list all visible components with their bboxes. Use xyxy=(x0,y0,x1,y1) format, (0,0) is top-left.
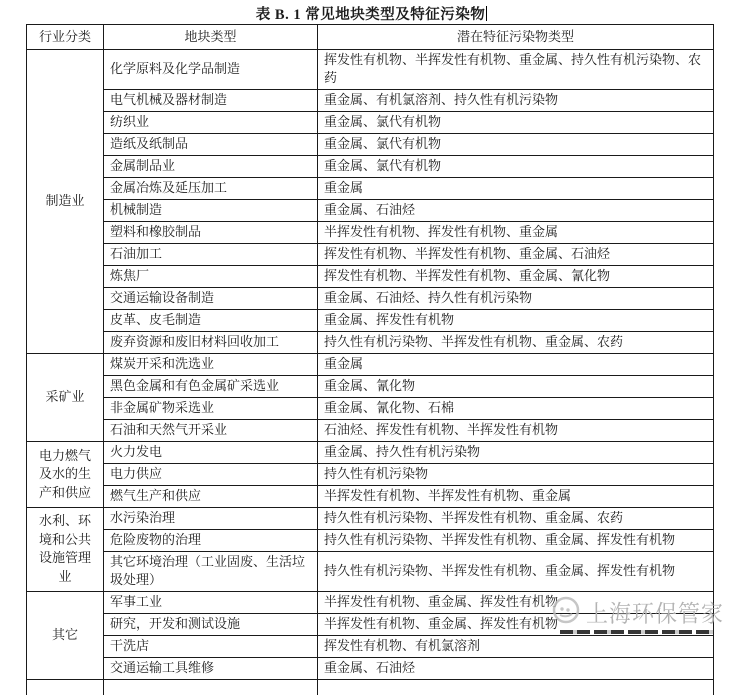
pollutant-cell: 挥发性有机物、有机氯溶剂 xyxy=(318,635,714,657)
table-row xyxy=(27,591,714,613)
table-row xyxy=(27,221,714,243)
table-row xyxy=(27,507,714,529)
pollutant-cell: 挥发性有机物、半挥发性有机物、重金属、石油烃 xyxy=(318,243,714,265)
site-type-cell: 机械制造 xyxy=(104,199,318,221)
industry-cell: 水利、环 境和公共 设施管理 业 xyxy=(27,507,104,591)
site-type-cell: 危险废物的治理 xyxy=(104,529,318,551)
pollutant-cell: 重金属、氰化物 xyxy=(318,375,714,397)
pollutant-cell: 石油烃、挥发性有机物、半挥发性有机物 xyxy=(318,419,714,441)
site-type-cell: 黑色金属和有色金属矿采选业 xyxy=(104,375,318,397)
industry-cell: 制造业 xyxy=(27,50,104,354)
table-row xyxy=(27,657,714,679)
text-cursor xyxy=(486,6,487,21)
site-type-cell: 研究，开发和测试设施 xyxy=(104,613,318,635)
pollutant-cell: 重金属、石油烃 xyxy=(318,199,714,221)
table-row xyxy=(27,199,714,221)
pollutant-cell: 重金属、石油烃、持久性有机污染物 xyxy=(318,287,714,309)
site-type-cell: 交通运输工具维修 xyxy=(104,657,318,679)
pollutant-cell: 重金属、持久性有机污染物 xyxy=(318,441,714,463)
pollutant-cell: 半挥发性有机物、挥发性有机物、重金属 xyxy=(318,221,714,243)
table-row xyxy=(27,50,714,90)
table-body xyxy=(27,50,714,695)
pollutant-cell: 重金属、挥发性有机物 xyxy=(318,309,714,331)
pollutant-cell: 持久性有机污染物 xyxy=(318,463,714,485)
pollutant-cell: 持久性有机污染物、半挥发性有机物、重金属、挥发性有机物 xyxy=(318,529,714,551)
pollutant-cell: 重金属、有机氯溶剂、持久性有机污染物 xyxy=(318,89,714,111)
site-type-cell: 水污染治理 xyxy=(104,507,318,529)
table-row xyxy=(27,177,714,199)
header-row xyxy=(27,25,714,50)
site-type-cell: 非金属矿物采选业 xyxy=(104,397,318,419)
pollutant-cell: 重金属 xyxy=(318,353,714,375)
site-type-cell: 干洗店 xyxy=(104,635,318,657)
pollutant-cell: 持久性有机污染物、半挥发性有机物、重金属、农药 xyxy=(318,331,714,353)
pollutant-cell: 重金属、氯代有机物 xyxy=(318,133,714,155)
table-row xyxy=(27,441,714,463)
site-type-cell: 电力供应 xyxy=(104,463,318,485)
pollutant-cell: 重金属、氰化物、石棉 xyxy=(318,397,714,419)
site-type-cell: 造纸及纸制品 xyxy=(104,133,318,155)
empty-cell xyxy=(27,679,104,695)
industry-cell: 电力燃气 及水的生 产和供应 xyxy=(27,441,104,507)
site-type-cell: 纺织业 xyxy=(104,111,318,133)
site-type-cell: 金属冶炼及延压加工 xyxy=(104,177,318,199)
table-row xyxy=(27,155,714,177)
column-header-site-type: 地块类型 xyxy=(104,25,318,50)
pollutant-table xyxy=(26,24,714,695)
column-header-pollutants: 潜在特征污染物类型 xyxy=(318,25,714,50)
table-row xyxy=(27,529,714,551)
table-row xyxy=(27,353,714,375)
table-row xyxy=(27,265,714,287)
site-type-cell: 火力发电 xyxy=(104,441,318,463)
table-row xyxy=(27,89,714,111)
site-type-cell: 石油和天然气开采业 xyxy=(104,419,318,441)
pollutant-cell: 半挥发性有机物、重金属、挥发性有机物 xyxy=(318,591,714,613)
pollutant-cell: 半挥发性有机物、半挥发性有机物、重金属 xyxy=(318,485,714,507)
table-row xyxy=(27,635,714,657)
pollutant-cell: 重金属 xyxy=(318,177,714,199)
site-type-cell: 石油加工 xyxy=(104,243,318,265)
pollutant-cell: 挥发性有机物、半挥发性有机物、重金属、氰化物 xyxy=(318,265,714,287)
table-row xyxy=(27,243,714,265)
table-row xyxy=(27,133,714,155)
pollutant-cell: 持久性有机污染物、半挥发性有机物、重金属、农药 xyxy=(318,507,714,529)
table-row xyxy=(27,111,714,133)
industry-cell: 采矿业 xyxy=(27,353,104,441)
site-type-cell: 金属制品业 xyxy=(104,155,318,177)
watermark-cropped-line xyxy=(560,630,713,634)
table-row xyxy=(27,331,714,353)
site-type-cell: 交通运输设备制造 xyxy=(104,287,318,309)
watermark-text: 上海环保管家 xyxy=(586,599,725,627)
site-type-cell: 电气机械及器材制造 xyxy=(104,89,318,111)
column-header-industry: 行业分类 xyxy=(27,25,104,50)
site-type-cell: 其它环境治理（工业固废、生活垃圾处理） xyxy=(104,551,318,591)
table-row xyxy=(27,485,714,507)
pollutant-cell: 持久性有机污染物、半挥发性有机物、重金属、挥发性有机物 xyxy=(318,551,714,591)
site-type-cell: 煤炭开采和洗选业 xyxy=(104,353,318,375)
site-type-cell: 炼焦厂 xyxy=(104,265,318,287)
site-type-cell: 塑料和橡胶制品 xyxy=(104,221,318,243)
site-type-cell: 燃气生产和供应 xyxy=(104,485,318,507)
pollutant-cell: 半挥发性有机物、重金属、挥发性有机物 xyxy=(318,613,714,635)
site-type-cell: 皮革、皮毛制造 xyxy=(104,309,318,331)
site-type-cell: 废弃资源和废旧材料回收加工 xyxy=(104,331,318,353)
table-row xyxy=(27,463,714,485)
table-row xyxy=(27,551,714,591)
cropped-partial-row xyxy=(27,679,714,695)
pollutant-cell: 重金属、石油烃 xyxy=(318,657,714,679)
site-type-cell: 军事工业 xyxy=(104,591,318,613)
industry-cell: 其它 xyxy=(27,591,104,679)
table-row xyxy=(27,419,714,441)
pollutant-cell: 挥发性有机物、半挥发性有机物、重金属、持久性有机污染物、农药 xyxy=(318,50,714,90)
table-row xyxy=(27,375,714,397)
pollutant-cell: 重金属、氯代有机物 xyxy=(318,111,714,133)
pollutant-cell: 重金属、氯代有机物 xyxy=(318,155,714,177)
table-row xyxy=(27,309,714,331)
empty-cell xyxy=(318,679,714,695)
table-row xyxy=(27,397,714,419)
empty-cell xyxy=(104,679,318,695)
table-row xyxy=(27,287,714,309)
site-type-cell: 化学原料及化学品制造 xyxy=(104,50,318,90)
table-title: 表 B. 1 常见地块类型及特征污染物 xyxy=(255,7,486,23)
